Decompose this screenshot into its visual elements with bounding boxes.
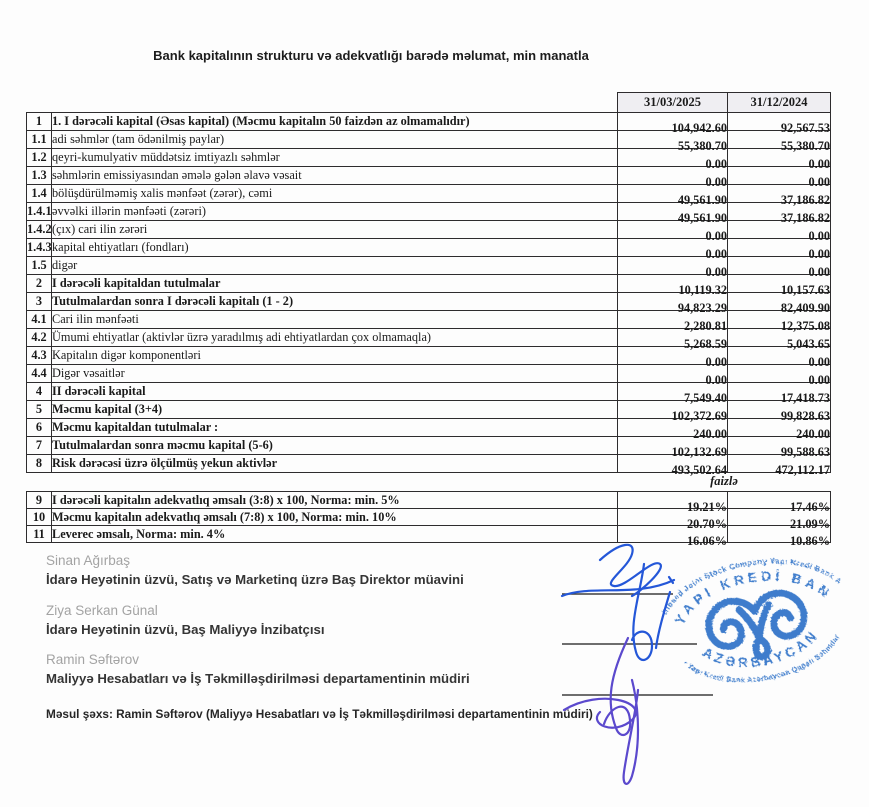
row-label-cell: Cari ilin mənfəəti	[52, 311, 618, 329]
cell-value: 99,588.63	[780, 445, 830, 460]
row-label-cell: 1. I dərəcəli kapital (Əsas kapital) (Məcmu kapitalın 50 faizdən az olmamalıdır)	[52, 113, 618, 131]
row-number-cell: 1.3	[27, 167, 52, 185]
col-header-date-2024: 31/12/2024	[728, 93, 831, 113]
row-label-cell: Məcmu kapitalın adekvatlıq əmsalı (7:8) x 100, Norma: min. 10%	[52, 509, 618, 526]
signature-line	[562, 594, 713, 695]
date-header-row	[27, 93, 831, 113]
row-number-cell: 4.3	[27, 347, 52, 365]
row-number-cell: 10	[27, 509, 52, 526]
row-label-cell: kapital ehtiyatları (fondları)	[52, 239, 618, 257]
row-number-cell: 4	[27, 383, 52, 401]
row-number-cell: 1.4.1	[27, 203, 52, 221]
cell-value: 49,561.90	[677, 193, 727, 208]
row-label-cell: Kapitalın digər komponentləri	[52, 347, 618, 365]
signatory-name: Ramin Səftərov	[46, 652, 140, 667]
signatory-block-3	[46, 652, 470, 686]
cell-value: 0.00	[705, 175, 727, 190]
value-cell-2025	[618, 113, 728, 136]
table-row	[27, 492, 831, 509]
cell-value: 0.00	[705, 157, 727, 172]
row-number-cell: 1.4.2	[27, 221, 52, 239]
stamp-inner-top-text: YAPI KREDİ BAN	[671, 568, 836, 628]
row-label-cell: bölüşdürülməmiş xalis mənfəət (zərər), cəmi	[52, 185, 618, 203]
row-number-cell: 1.2	[27, 149, 52, 167]
cell-value: 5,268.59	[683, 337, 727, 352]
cell-value: 0.00	[808, 157, 830, 172]
value-cell-2024	[728, 113, 831, 136]
signatures-area	[540, 540, 755, 795]
row-label-cell: Risk dərəcəsi üzrə ölçülmüş yekun aktivlər	[52, 455, 618, 473]
responsible-person-line: Məsul şəxs: Ramin Səftərov (Maliyyə Hesabatları və İş Təkmilləşdirilməsi departamentinin müdiri)	[46, 707, 593, 721]
bank-stamp	[645, 547, 869, 703]
cell-value: 240.00	[796, 427, 830, 442]
row-label-cell: Leverec əmsalı, Norma: min. 4%	[52, 526, 618, 543]
table-row	[27, 113, 831, 131]
cell-value: 7,549.40	[683, 391, 727, 406]
cell-value: 37,186.82	[780, 211, 830, 226]
cell-value: 55,380.70	[677, 139, 727, 154]
row-number-cell: 7	[27, 437, 52, 455]
cell-value: 472,112.17	[775, 463, 830, 478]
percent-note: faizlə	[710, 474, 738, 489]
page-title: Bank kapitalının strukturu və adekvatlığı barədə məlumat, min manatla	[153, 48, 589, 63]
cell-value: 0.00	[705, 247, 727, 262]
cell-value: 0.00	[808, 355, 830, 370]
row-number-cell: 4.2	[27, 329, 52, 347]
row-number-cell: 6	[27, 419, 52, 437]
row-number-cell: 5	[27, 401, 52, 419]
header-blank-cell	[52, 93, 618, 113]
cell-value: 17.46%	[790, 499, 830, 514]
row-number-cell: 4.1	[27, 311, 52, 329]
row-number-cell: 3	[27, 293, 52, 311]
cell-value: 99,828.63	[780, 409, 830, 424]
row-label-cell: qeyri-kumulyativ müddətsiz imtiyazlı səhmlər	[52, 149, 618, 167]
capital-structure-table	[26, 92, 831, 548]
cell-value: 240.00	[693, 427, 727, 442]
row-number-cell: 1.1	[27, 131, 52, 149]
row-label-cell: Məcmu kapitaldan tutulmalar :	[52, 419, 618, 437]
signatory-title: Maliyyə Hesabatları və İş Təkmilləşdirilməsi departamentinin müdiri	[46, 671, 470, 686]
row-label-cell: I dərəcəli kapitaldan tutulmalar	[52, 275, 618, 293]
cell-value: 0.00	[705, 373, 727, 388]
cell-value: 493,502.64	[671, 463, 727, 478]
row-label-cell: səhmlərin emissiyasından əmələ gələn əlavə vəsait	[52, 167, 618, 185]
row-label-cell: (çıx) cari ilin zərəri	[52, 221, 618, 239]
cell-value: 0.00	[808, 247, 830, 262]
signatory-name: Ziya Serkan Günal	[46, 603, 158, 618]
row-label-cell: Tutulmalardan sonra I dərəcəli kapitalı (1 - 2)	[52, 293, 618, 311]
cell-value: 104,942.60	[671, 121, 727, 136]
signatory-name: Sinan Ağırbaş	[46, 553, 131, 568]
stamp-outer-top-text: Closed Joint Stock Company Yapı Kredi Bank A	[659, 556, 844, 617]
cell-value: 2,280.81	[683, 319, 727, 334]
cell-value: 0.00	[808, 373, 830, 388]
row-number-cell: 11	[27, 526, 52, 543]
cell-value: 0.00	[808, 175, 830, 190]
row-number-cell: 1.4.3	[27, 239, 52, 257]
row-label-cell: Tutulmalardan sonra məcmu kapital (5-6)	[52, 437, 618, 455]
cell-value: 0.00	[705, 355, 727, 370]
cell-value: 92,567.53	[780, 121, 830, 136]
row-label-cell: Məcmu kapital (3+4)	[52, 401, 618, 419]
cell-value: 21.09%	[790, 516, 830, 531]
cell-value: 82,409.90	[780, 301, 830, 316]
cell-value: 17,418.73	[780, 391, 830, 406]
row-label-cell: adi səhmlər (tam ödənilmiş paylar)	[52, 131, 618, 149]
cell-value: 0.00	[808, 265, 830, 280]
cell-value: 0.00	[705, 265, 727, 280]
cell-value: 5,043.65	[786, 337, 830, 352]
header-blank-cell	[27, 93, 52, 113]
stamp-inner-bottom-text: AZƏRBAYCAN	[700, 626, 822, 671]
value-cell-2024	[728, 492, 831, 514]
cell-value: 16.06%	[687, 533, 727, 548]
cell-value: 94,823.29	[677, 301, 727, 316]
cell-value: 102,372.69	[671, 409, 727, 424]
stamp-outer-bottom-text: • Yapı Kredi Bank Azərbaycan Qapalı Səhmdar	[681, 632, 842, 685]
cell-value: 49,561.90	[677, 211, 727, 226]
row-number-cell: 8	[27, 455, 52, 473]
row-number-cell: 2	[27, 275, 52, 293]
cell-value: 37,186.82	[780, 193, 830, 208]
row-label-cell: Ümumi ehtiyatlar (aktivlər üzrə yaradılmış adi ehtiyatlardan çox olmamaqla)	[52, 329, 618, 347]
row-number-cell: 4.4	[27, 365, 52, 383]
cell-value: 20.70%	[687, 516, 727, 531]
percent-note-spacer	[52, 473, 618, 492]
row-number-cell: 1.5	[27, 257, 52, 275]
cell-value: 19.21%	[687, 499, 727, 514]
row-label-cell: I dərəcəli kapitalın adekvatlıq əmsalı (3:8) x 100, Norma: min. 5%	[52, 492, 618, 509]
row-label-cell: digər	[52, 257, 618, 275]
signature-stroke-blue	[562, 545, 674, 660]
yapi-kredi-logo-icon	[705, 589, 810, 665]
cell-value: 10.86%	[790, 533, 830, 548]
cell-value: 10,119.32	[678, 283, 727, 298]
cell-value: 0.00	[705, 229, 727, 244]
row-number-cell: 1.4	[27, 185, 52, 203]
cell-value: 12,375.08	[780, 319, 830, 334]
signatory-block-2	[46, 603, 325, 637]
signatory-title: İdarə Heyətinin üzvü, Satış və Marketinq üzrə Baş Direktor müavini	[46, 572, 464, 587]
col-header-date-2025: 31/03/2025	[618, 93, 728, 113]
row-label-cell: əvvəlki illərin mənfəəti (zərəri)	[52, 203, 618, 221]
cell-value: 102,132.69	[671, 445, 727, 460]
signatory-block-1	[46, 553, 464, 587]
cell-value: 10,157.63	[780, 283, 830, 298]
row-label-cell: Digər vəsaitlər	[52, 365, 618, 383]
percent-note-spacer	[27, 473, 52, 492]
row-number-cell: 9	[27, 492, 52, 509]
signatory-title: İdarə Heyətinin üzvü, Baş Maliyyə İnzibatçısı	[46, 622, 325, 637]
row-label-cell: II dərəcəli kapital	[52, 383, 618, 401]
cell-value: 0.00	[808, 229, 830, 244]
cell-value: 55,380.70	[780, 139, 830, 154]
row-number-cell: 1	[27, 113, 52, 131]
value-cell-2025	[618, 492, 728, 514]
